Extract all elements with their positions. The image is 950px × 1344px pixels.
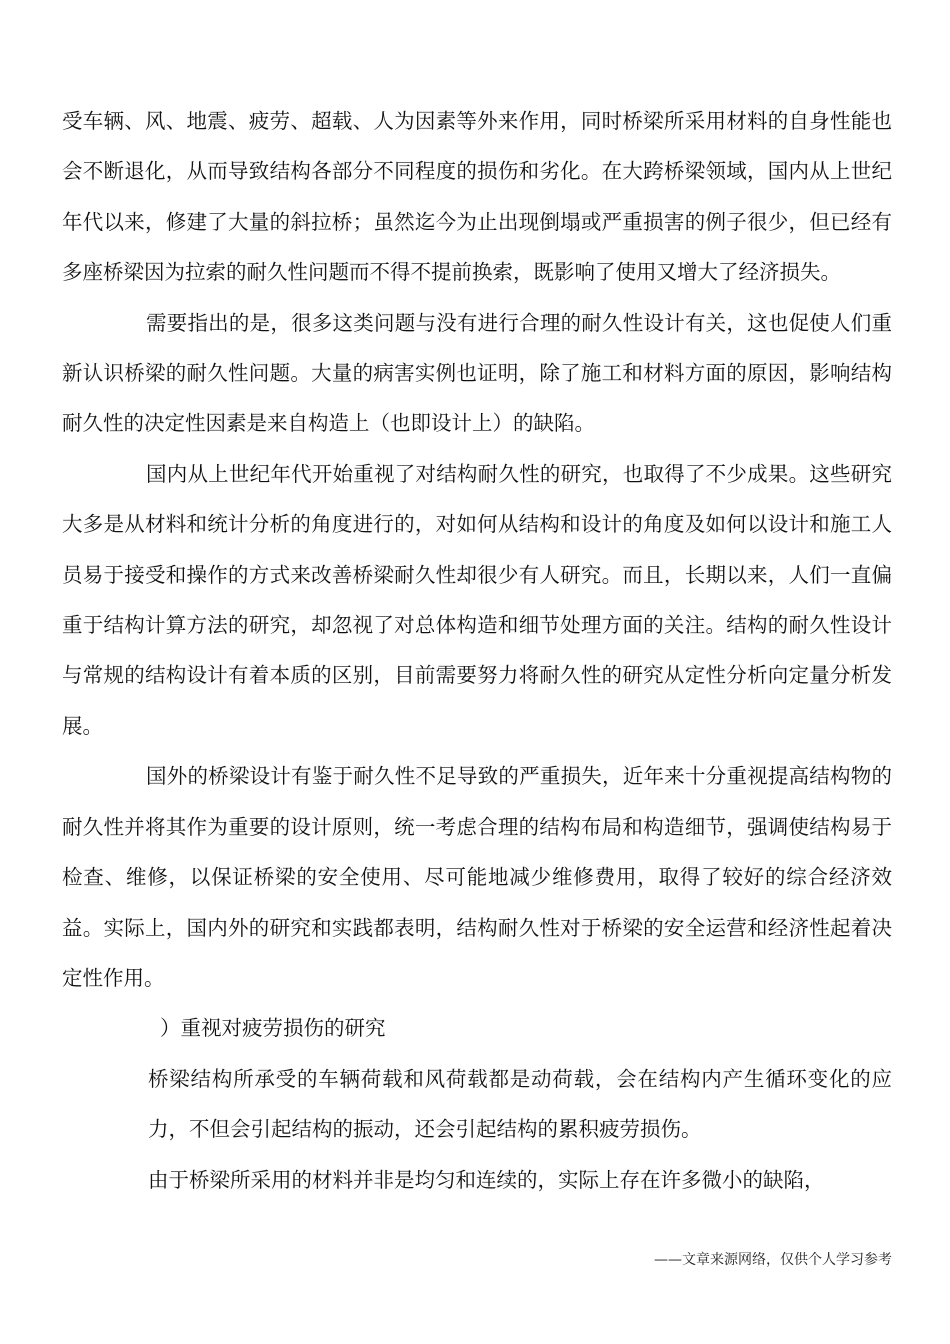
section-paragraph-1: 桥梁结构所承受的车辆荷载和风荷载都是动荷载，会在结构内产生循环变化的应力，不但会引起结构的振动，还会引起结构的累积疲劳损伤。 <box>148 1066 892 1142</box>
section-paragraph-2: 由于桥梁所采用的材料并非是均匀和连续的，实际上存在许多微小的缺陷， <box>148 1167 825 1192</box>
document-body <box>62 96 892 1205</box>
paragraph-1: 受车辆、风、地震、疲劳、超载、人为因素等外来作用，同时桥梁所采用材料的自身性能也会不断退化，从而导致结构各部分不同程度的损伤和劣化。在大跨桥梁领域，国内从上世纪年代以来，修建了大量的斜拉桥；虽然迄今为止出现倒塌或严重损害的例子很少，但已经有多座桥梁因为拉索的耐久性问题而不得不提前换索，既影响了使用又增大了经济损失。 <box>62 109 892 285</box>
paragraph-4: 国外的桥梁设计有鉴于耐久性不足导致的严重损失，近年来十分重视提高结构物的耐久性并将其作为重要的设计原则，统一考虑合理的结构布局和构造细节，强调使结构易于检查、维修，以保证桥梁的安全使用、尽可能地减少维修费用，取得了较好的综合经济效益。实际上，国内外的研究和实践都表明，结构耐久性对于桥梁的安全运营和经济性起着决定性作用。 <box>62 764 892 990</box>
footer-note: ——文章来源网络，仅供个人学习参考 <box>654 1252 892 1268</box>
paragraph-3: 国内从上世纪年代开始重视了对结构耐久性的研究，也取得了不少成果。这些研究大多是从材料和统计分析的角度进行的，对如何从结构和设计的角度及如何以设计和施工人员易于接受和操作的方式来改善桥梁耐久性却很少有人研究。而且，长期以来，人们一直偏重于结构计算方法的研究，却忽视了对总体构造和细节处理方面的关注。结构的耐久性设计与常规的结构设计有着本质的区别，目前需要努力将耐久性的研究从定性分析向定量分析发展。 <box>62 461 892 738</box>
paragraph-2: 需要指出的是，很多这类问题与没有进行合理的耐久性设计有关，这也促使人们重新认识桥梁的耐久性问题。大量的病害实例也证明，除了施工和材料方面的原因，影响结构耐久性的决定性因素是来自构造上（也即设计上）的缺陷。 <box>62 310 892 436</box>
section-heading: ）重视对疲劳损伤的研究 <box>160 1016 386 1041</box>
